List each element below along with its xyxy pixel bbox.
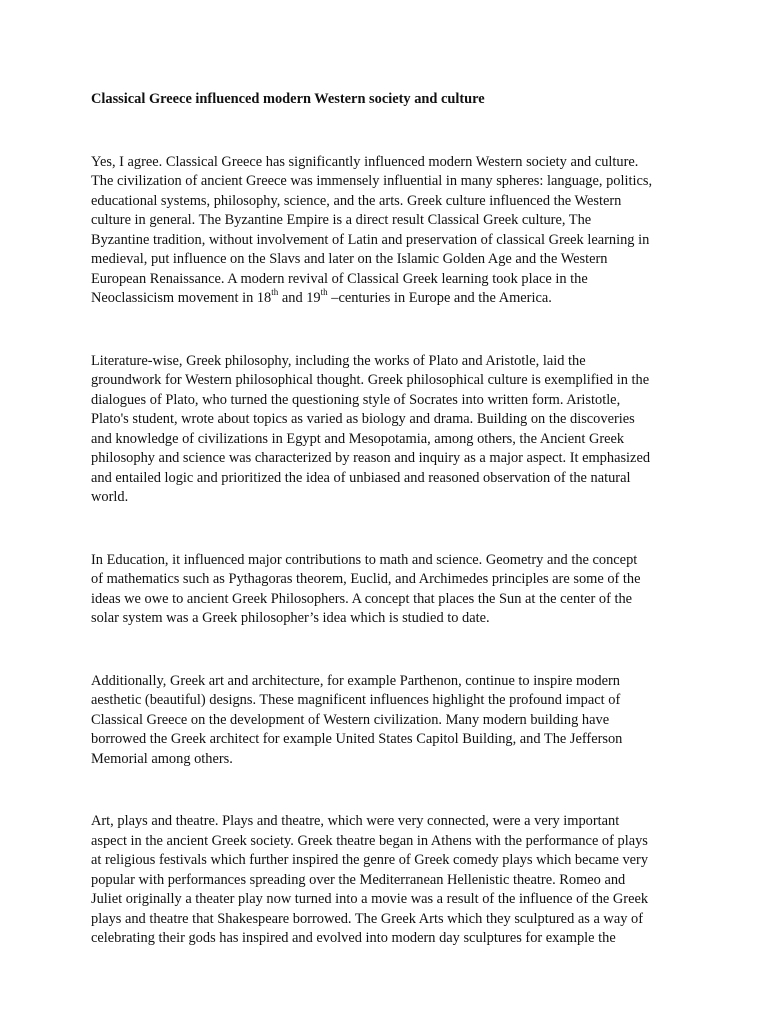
paragraph-line: celebrating their gods has inspired and evolved into modern day sculptures for example the <box>91 930 616 946</box>
paragraph-line: aspect in the ancient Greek society. Greek theatre began in Athens with the performance of plays <box>91 832 648 849</box>
paragraph-line: and knowledge of civilizations in Egypt and Mesopotamia, among others, the Ancient Greek <box>91 430 625 447</box>
paragraph-line: Additionally, Greek art and architecture, for example Parthenon, continue to inspire modern <box>91 672 620 689</box>
paragraph-line: popular with performances spreading over the Mediterranean Hellenistic theatre. Romeo and <box>91 871 626 888</box>
paragraph-3 <box>91 551 691 629</box>
paragraph-5 <box>91 812 691 949</box>
paragraph-line: and entailed logic and prioritized the idea of unbiased and reasoned observation of the natural <box>91 469 631 486</box>
paragraph-4 <box>91 672 691 770</box>
line-text: and 19 <box>278 290 321 306</box>
paragraph-line: world. <box>91 489 129 505</box>
paragraph-line: plays and theatre that Shakespeare borrowed. The Greek Arts which they sculptured as a way of <box>91 910 643 927</box>
document-title: Classical Greece influenced modern Western society and culture <box>91 91 485 107</box>
paragraph-line: groundwork for Western philosophical thought. Greek philosophical culture is exemplified in the <box>91 372 650 388</box>
paragraph-line: borrowed the Greek architect for example United States Capitol Building, and The Jefferson <box>91 731 623 747</box>
paragraph-line: ideas we owe to ancient Greek Philosophers. A concept that places the Sun at the center of the <box>91 590 633 607</box>
paragraph-line: Classical Greece on the development of Western civilization. Many modern building have <box>91 711 610 728</box>
paragraph-line: solar system was a Greek philosopher’s idea which is studied to date. <box>91 610 490 626</box>
paragraph-line: Memorial among others. <box>91 750 233 767</box>
paragraph-line: Byzantine tradition, without involvement of Latin and preservation of classical Greek learning in <box>91 231 650 248</box>
line-text: Neoclassicism movement in 18 <box>91 290 272 306</box>
paragraph-line: dialogues of Plato, who turned the questioning style of Socrates into written form. Aristotle, <box>91 391 621 408</box>
ordinal-superscript: th <box>320 287 328 298</box>
paragraph-line: of mathematics such as Pythagoras theorem, Euclid, and Archimedes principles are some of the <box>91 571 641 587</box>
paragraph-line: culture in general. The Byzantine Empire is a direct result Classical Greek culture, The <box>91 212 592 228</box>
paragraph-line: Art, plays and theatre. Plays and theatre, which were very connected, were a very important <box>91 813 620 829</box>
paragraph-line: philosophy and science was characterized by reason and inquiry as a major aspect. It emphasized <box>91 450 651 466</box>
paragraph-line: The civilization of ancient Greece was immensely influential in many spheres: language, politics, <box>91 173 653 189</box>
paragraph-line: educational systems, philosophy, science, and the arts. Greek culture influenced the Western <box>91 192 622 209</box>
paragraph-line: Plato's student, wrote about topics as varied as biology and drama. Building on the discoveries <box>91 411 635 427</box>
paragraph-line-with-superscripts <box>91 289 691 309</box>
paragraph-line: European Renaissance. A modern revival of Classical Greek learning took place in the <box>91 270 588 287</box>
paragraph-line: at religious festivals which further inspired the genre of Greek comedy plays which became very <box>91 852 649 868</box>
paragraph-1 <box>91 153 691 309</box>
paragraph-line: Literature-wise, Greek philosophy, including the works of Plato and Aristotle, laid the <box>91 352 586 369</box>
paragraph-line: In Education, it influenced major contributions to math and science. Geometry and the concept <box>91 551 638 568</box>
paragraph-2 <box>91 352 691 508</box>
paragraph-line: Juliet originally a theater play now turned into a movie was a result of the influence of the Greek <box>91 891 649 907</box>
ordinal-superscript: th <box>271 287 279 298</box>
paragraph-line: medieval, put influence on the Slavs and later on the Islamic Golden Age and the Western <box>91 251 608 267</box>
paragraph-line: Yes, I agree. Classical Greece has significantly influenced modern Western society and culture. <box>91 153 639 170</box>
document-page <box>91 90 691 992</box>
paragraph-line: aesthetic (beautiful) designs. These magnificent influences highlight the profound impact of <box>91 692 621 708</box>
line-text: –centuries in Europe and the America. <box>327 290 552 306</box>
